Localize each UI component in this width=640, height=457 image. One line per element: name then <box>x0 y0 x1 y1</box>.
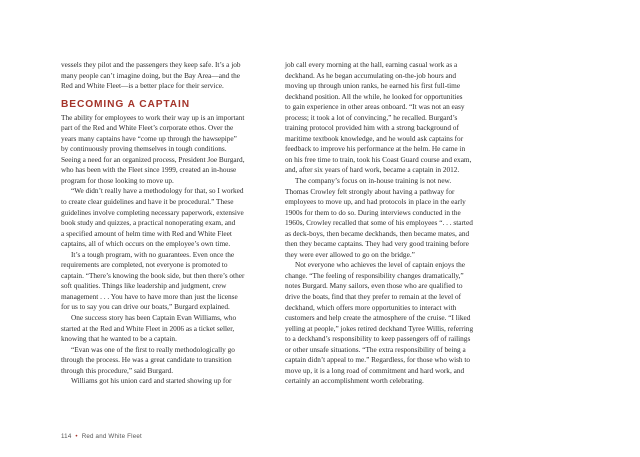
body-paragraph <box>61 186 273 249</box>
footer-separator: • <box>75 433 78 440</box>
text-line: for us to say you can drive our boats,” Burgard explained. <box>61 302 230 312</box>
text-line: Not everyone who achieves the level of captain enjoys the <box>295 260 465 270</box>
body-paragraph <box>61 345 273 377</box>
text-line: notes Burgard. Many sailors, even those who are qualified to <box>285 281 463 291</box>
text-line: moving up through union ranks, he earned his first full-time <box>285 81 461 91</box>
text-line: yelling at people,” jokes retired deckhand Tyree Willis, referring <box>285 323 474 333</box>
text-line: “We didn’t really have a methodology for that, so I worked <box>71 186 244 196</box>
text-line: The company’s focus on in-house training is not new. <box>295 176 452 186</box>
text-line: It’s a tough program, with no guarantees. Even once the <box>71 249 235 259</box>
text-line: deckhand position. All the while, he looked for opportunities <box>285 91 463 101</box>
right-column <box>285 60 499 387</box>
page-number: 114 <box>61 433 72 440</box>
body-paragraph <box>61 376 273 387</box>
text-line: then they became captains. They had very good training before <box>285 239 469 249</box>
text-line: requirements are completed, not everyone is promoted to <box>61 260 228 270</box>
text-line: The ability for employees to work their way up is an important <box>61 112 245 122</box>
text-line: to gain experience in other areas onboard. “It was not an easy <box>285 102 465 112</box>
text-line: training protocol provided him with a strong background of <box>285 123 459 133</box>
text-line: to a deckhand’s responsibility to keep passengers off of railings <box>285 334 471 344</box>
text-line: as deck-boys, then became deckhands, then became mates, and <box>285 228 470 238</box>
text-line: Thomas Crowley felt strongly about having a pathway for <box>285 186 455 196</box>
text-line: process; it took a lot of convincing,” he recalled. Burgard’s <box>285 112 458 122</box>
text-line: years many captains have “come up through the hawsepipe” <box>61 133 237 143</box>
text-line: employees to move up, and had protocols in place in the early <box>285 197 466 207</box>
text-line: knowing that he wanted to be a captain. <box>61 334 177 344</box>
text-line: by continuously proving themselves in tough conditions. <box>61 144 227 154</box>
text-line: vessels they pilot and the passengers they keep safe. It’s a job <box>61 60 241 69</box>
text-line: they were ever allowed to go on the bridge.” <box>285 249 415 259</box>
text-line: feedback to improve his performance at the helm. He came in <box>285 144 466 154</box>
text-line: captain didn’t appeal to me.” Regardless, for those who wish to <box>285 355 471 365</box>
body-paragraph <box>285 176 499 260</box>
text-line: and, after six years of hard work, became a captain in 2012. <box>285 165 460 175</box>
text-line: Seeing a need for an organized process, President Joe Burgard, <box>61 154 245 164</box>
text-line: deckhand. As he began accumulating on-the-job hours and <box>285 70 457 80</box>
text-line: certainly an accomplishment worth celebrating. <box>285 376 424 386</box>
text-line: part of the Red and White Fleet’s corporate ethos. Over the <box>61 123 234 133</box>
book-title: Red and White Fleet <box>81 433 142 440</box>
text-line: 1900s for them to do so. During interviews conducted in the <box>285 207 461 217</box>
body-paragraph <box>285 260 499 387</box>
section-heading: BECOMING A CAPTAIN <box>61 98 191 110</box>
text-line: deckhand, which offers more opportunities to interact with <box>285 302 457 312</box>
text-line: many people can’t imagine doing, but the Bay Area—and the <box>61 70 240 80</box>
text-line: drive the boats, find that they prefer to remain at the level of <box>285 292 462 302</box>
text-line: move up, it is a long road of commitment and hard work, and <box>285 365 465 375</box>
intro-paragraph <box>61 60 273 92</box>
page-footer <box>61 433 142 440</box>
text-line: captain. “There’s knowing the book side, but then there’s other <box>61 270 245 280</box>
text-line: One success story has been Captain Evan Williams, who <box>71 313 237 323</box>
text-line: management . . . You have to have more than just the license <box>61 291 238 301</box>
text-line: started at the Red and White Fleet in 2006 as a ticket seller, <box>61 323 235 333</box>
text-line: Red and White Fleet—is a better place for their service. <box>61 81 224 91</box>
body-paragraph <box>61 113 273 187</box>
text-line: to create clear guidelines and have it be procedural.” These <box>61 197 234 207</box>
text-line: through this procedure,” said Burgard. <box>61 365 174 375</box>
text-line: captains, all of which occurs on the employee’s own time. <box>61 239 231 249</box>
text-line: or other unsafe situations. “The extra responsibility of being a <box>285 344 466 354</box>
text-line: change. “The feeling of responsibility changes dramatically,” <box>285 270 464 280</box>
text-line: a specified amount of helm time with Red and White Fleet <box>61 228 232 238</box>
text-line: program for those looking to move up. <box>61 175 174 185</box>
text-line: maritime textbook knowledge, and he would ask captains for <box>285 133 464 143</box>
text-line: who has been with the Fleet since 1999, created an in-house <box>61 165 237 175</box>
text-line: “Evan was one of the first to really methodologically go <box>71 344 235 354</box>
body-paragraph <box>61 250 273 313</box>
text-line: book study and quizzes, a practical nonoperating exam, and <box>61 218 236 228</box>
text-line: 1960s, Crowley recalled that some of his employees “. . . started <box>285 218 473 228</box>
left-column <box>61 60 273 387</box>
text-line: on his free time to train, took his Coast Guard course and exam, <box>285 154 472 164</box>
text-line: job call every morning at the hall, earning casual work as a <box>285 60 458 69</box>
text-line: Williams got his union card and started showing up for <box>71 376 232 386</box>
text-line: soft qualities. Things like leadership and judgment, crew <box>61 281 227 291</box>
text-line: customers and help create the atmosphere of the cruise. “I liked <box>285 313 471 323</box>
body-paragraph <box>285 60 499 176</box>
text-line: guidelines involve completing necessary paperwork, extensive <box>61 207 244 217</box>
body-paragraph <box>61 313 273 345</box>
text-line: through the process. He was a great candidate to transition <box>61 355 232 365</box>
